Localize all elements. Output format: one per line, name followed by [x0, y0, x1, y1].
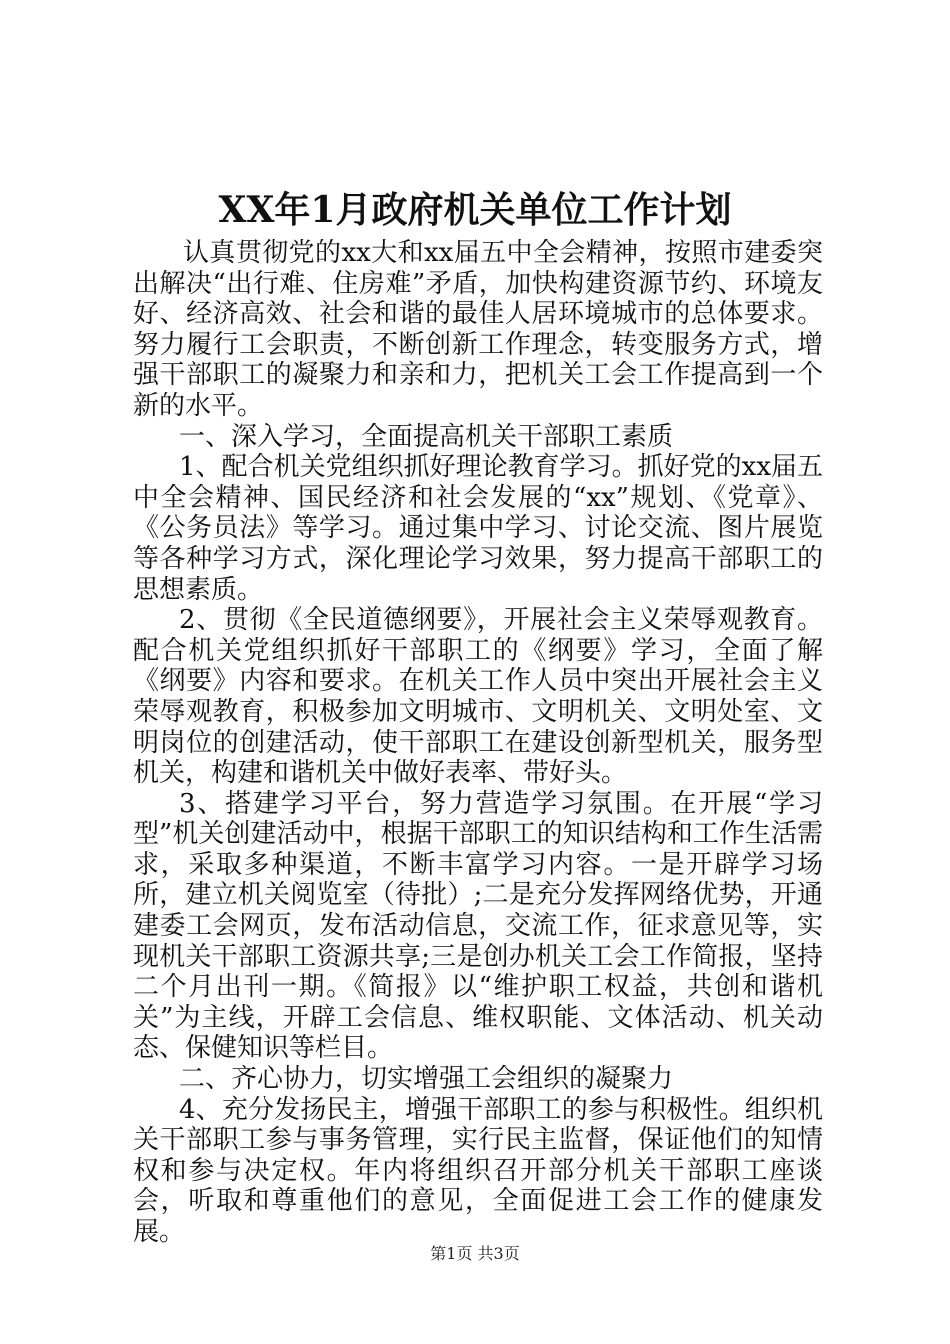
section-heading-1: 一、深入学习，全面提高机关干部职工素质	[179, 421, 674, 452]
paragraph-item-2: 2、贯彻《全民道德纲要》，开展社会主义荣辱观教育。配合机关党组织抓好干部职工的《纲要》学习，全面了解《纲要》内容和要求。在机关工作人员中突出开展社会主义荣辱观教育，积极参加文明城市、文明机关、文明处室、文明岗位的创建活动，使干部职工在建设创新型机关，服务型机关，构建和谐机关中做好表率、带好头。	[133, 605, 823, 789]
paragraph-item-1: 1、配合机关党组织抓好理论教育学习。抓好党的xx届五中全会精神、国民经济和社会发展的“xx”规划、《党章》、《公务员法》等学习。通过集中学习、讨论交流、图片展览等各种学习方式，深化理论学习效果，努力提高干部职工的思想素质。	[133, 452, 823, 605]
page-number-footer: 第1页 共3页	[430, 1244, 520, 1263]
document-title: XX年1月政府机关单位工作计划	[218, 189, 732, 231]
paragraph-item-4: 4、充分发扬民主，增强干部职工的参与积极性。组织机关干部职工参与事务管理，实行民主监督，保证他们的知情权和参与决定权。年内将组织召开部分机关干部职工座谈会，听取和尊重他们的意见，全面促进工会工作的健康发展。	[133, 1094, 823, 1247]
section-heading-2: 二、齐心协力，切实增强工会组织的凝聚力	[179, 1064, 674, 1095]
document-body	[133, 238, 823, 1248]
paragraph-item-3: 3、搭建学习平台，努力营造学习氛围。在开展“学习型”机关创建活动中，根据干部职工的知识结构和工作生活需求，采取多种渠道，不断丰富学习内容。一是开辟学习场所，建立机关阅览室（待批）;二是充分发挥网络优势，开通建委工会网页，发布活动信息，交流工作，征求意见等，实现机关干部职工资源共享;三是创办机关工会工作简报，坚持二个月出刊一期。《简报》以“维护职工权益，共创和谐机关”为主线，开辟工会信息、维权职能、文体活动、机关动态、保健知识等栏目。	[133, 788, 823, 1064]
intro-paragraph: 认真贯彻党的xx大和xx届五中全会精神，按照市建委突出解决“出行难、住房难”矛盾，加快构建资源节约、环境友好、经济高效、社会和谐的最佳人居环境城市的总体要求。努力履行工会职责，不断创新工作理念，转变服务方式，增强干部职工的凝聚力和亲和力，把机关工会工作提高到一个新的水平。	[133, 238, 823, 421]
